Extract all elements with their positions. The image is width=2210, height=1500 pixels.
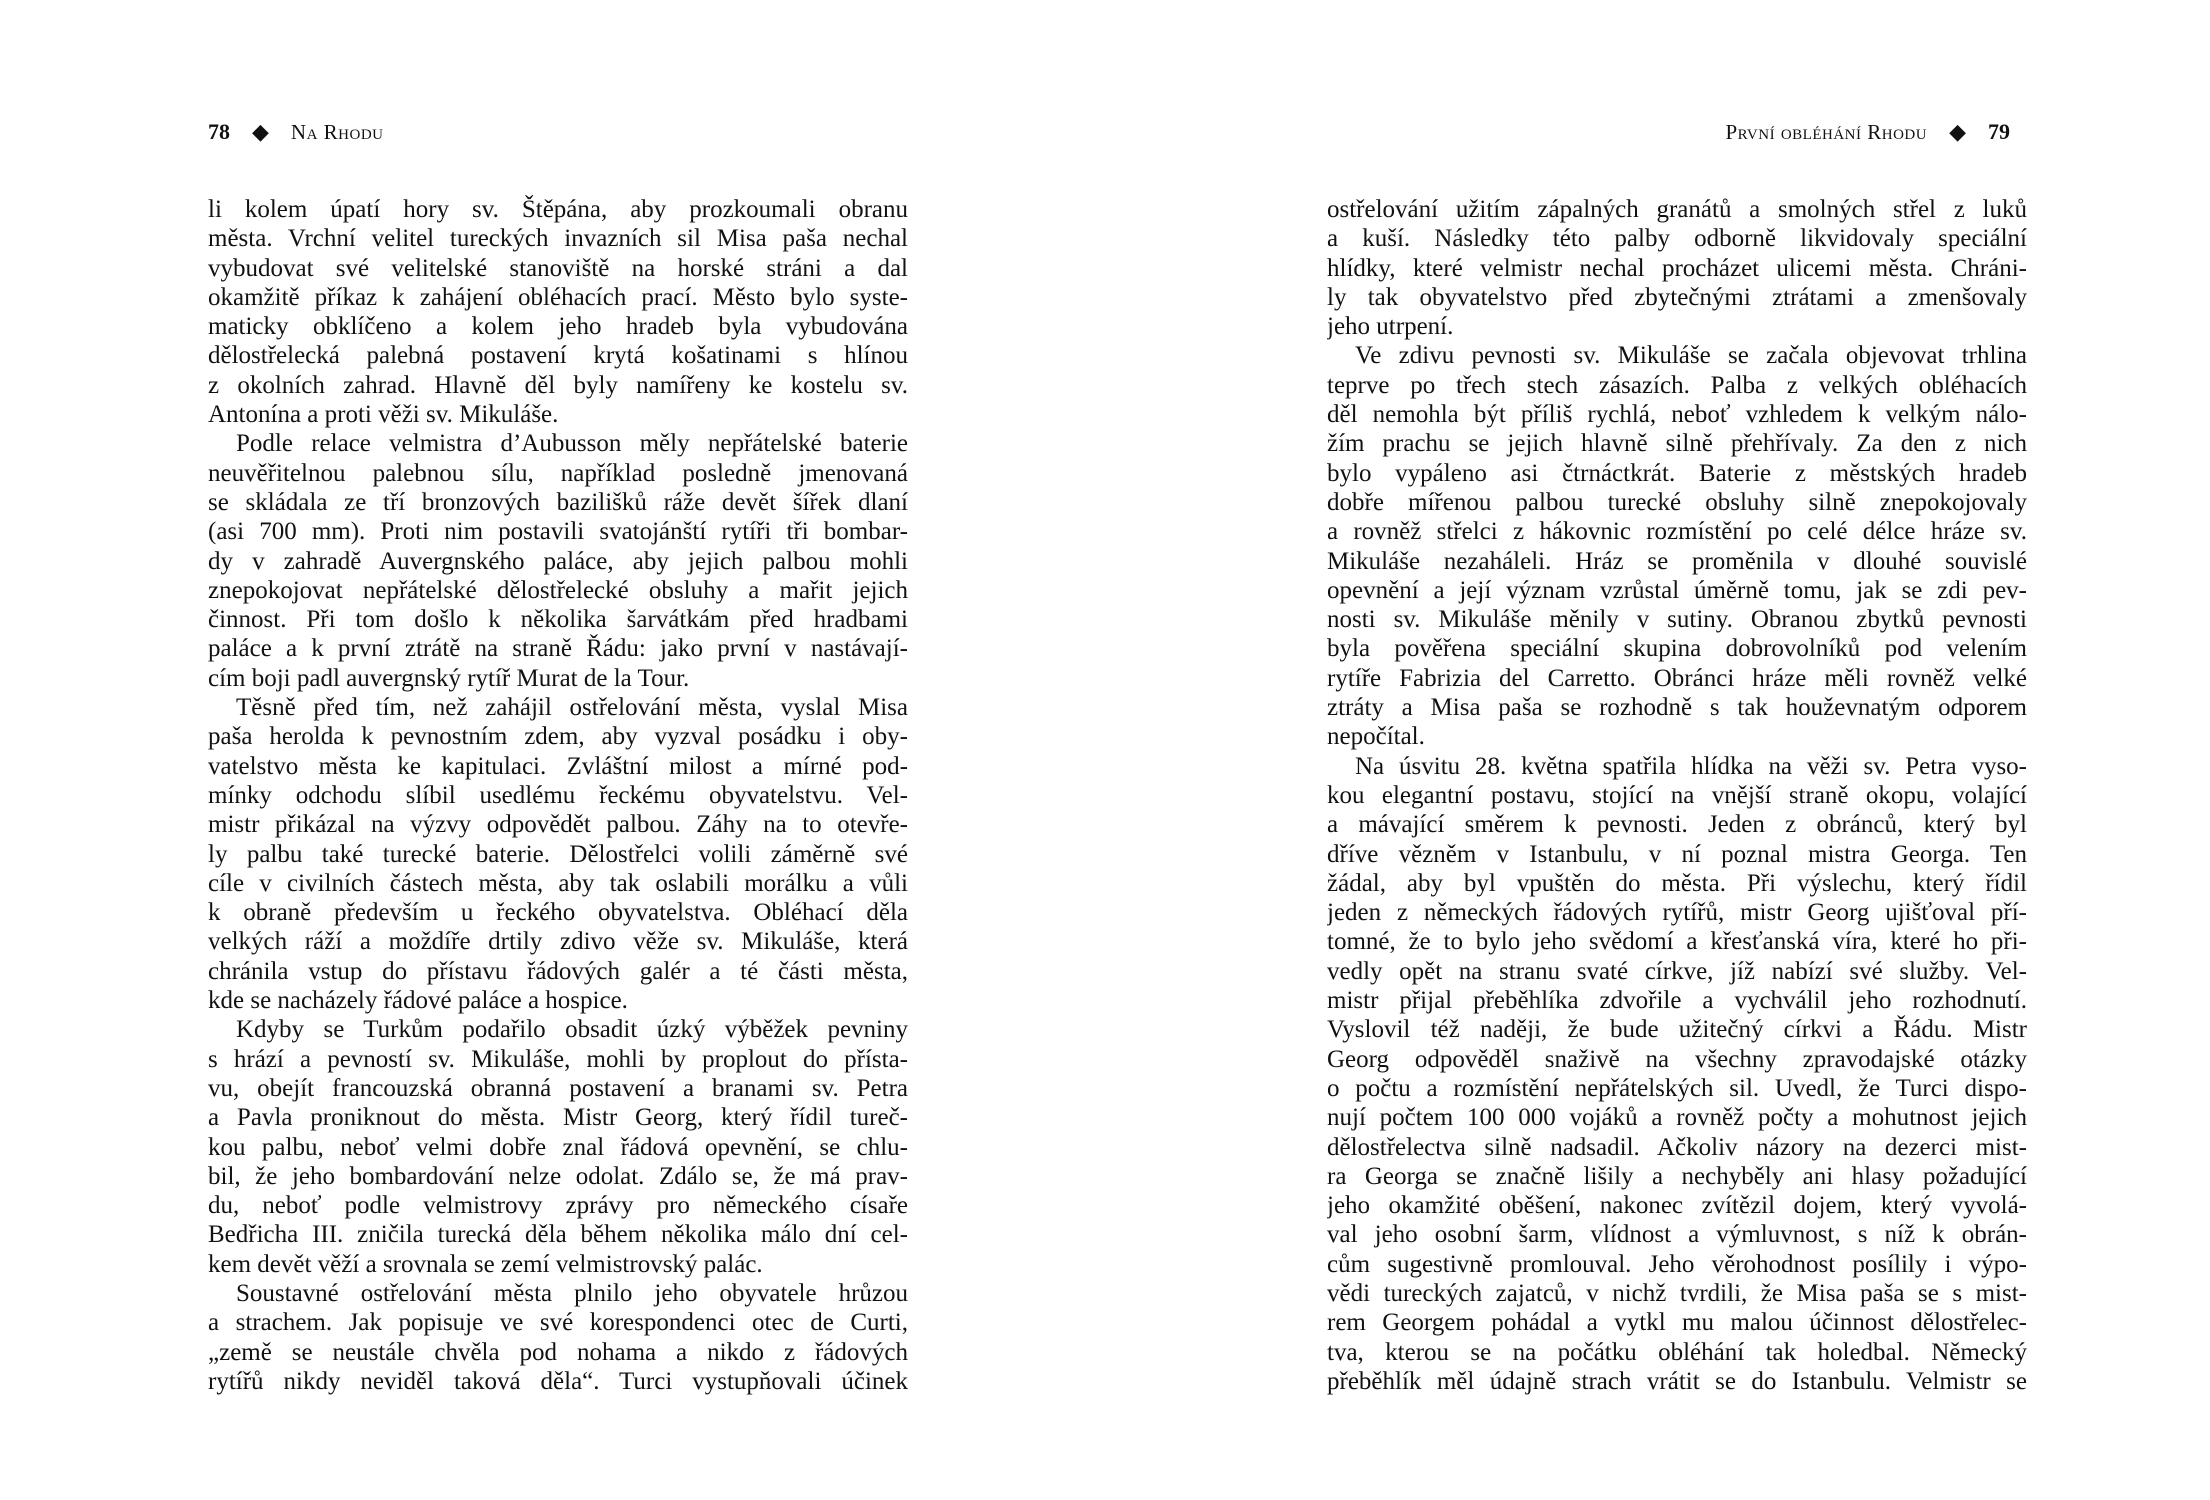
text-line: s hrází a pevností sv. Mikuláše, mohli by proplout do přísta- (208, 1045, 908, 1073)
left-running-title: Na Rhodu (290, 120, 384, 144)
text-line: okamžitě příkaz k zahájení obléhacích prací. Město bylo syste- (208, 283, 908, 311)
text-line: jeden z německých řádových rytířů, mistr Georg ujišťoval pří- (1327, 899, 2027, 927)
text-line: města. Vrchní velitel tureckých invazních sil Misa paša nechal (208, 225, 908, 253)
text-line: dy v zahradě Auvergnského paláce, aby jejich palbou mohli (208, 547, 908, 575)
text-line: Antonína a proti věži sv. Mikuláše. (208, 401, 559, 429)
text-line: žádal, aby byl vpuštěn do města. Při výslechu, který řídil (1327, 869, 2027, 897)
text-line: se skládala ze tří bronzových bazilišků ráže devět šířek dlaní (208, 488, 908, 516)
text-line: ly tak obyvatelstvo před zbytečnými ztrátami a zmenšovaly (1327, 283, 2027, 311)
text-line: opevnění a její význam vzrůstal úměrně tomu, jak se zdi pev- (1327, 576, 2027, 604)
text-line: a Pavla proniknout do města. Mistr Georg, který řídil tureč- (208, 1104, 908, 1132)
text-line: a rovněž střelci z hákovnic rozmístění po celé délce hráze sv. (1327, 518, 2027, 546)
text-line: (asi 700 mm). Proti nim postavili svatojánští rytíři tři bombar- (208, 518, 908, 546)
text-line: rytířů nikdy neviděl taková děla“. Turci vystupňovali účinek (208, 1367, 908, 1395)
text-line: bylo vypáleno asi čtrnáctkrát. Baterie z městských hradeb (1327, 459, 2027, 487)
text-line: mínky odchodu slíbil usedlému řeckému obyvatelstvu. Vel- (208, 781, 908, 809)
text-line: Mikuláše nezaháleli. Hráz se proměnila v dlouhé souvislé (1327, 547, 2027, 575)
text-line: velkých ráží a moždíře drtily zdivo věže sv. Mikuláše, která (208, 928, 908, 956)
left-body-text (208, 195, 908, 1396)
text-line: byla pověřena speciální skupina dobrovolníků pod velením (1327, 635, 2027, 663)
text-line: cíle v civilních částech města, aby tak oslabili morálku a vůli (208, 869, 908, 897)
text-line: ly palbu také turecké baterie. Dělostřelci volili záměrně své (208, 840, 908, 868)
text-line: kou elegantní postavu, stojící na vnější straně okopu, volající (1327, 781, 2027, 809)
text-line: vědi tureckých zajatců, v nichž tvrdili, že Misa paša se s mist- (1327, 1279, 2027, 1307)
diamond-icon: ◆ (1949, 119, 1966, 144)
text-line: Na úsvitu 28. května spatřila hlídka na věži sv. Petra vyso- (1355, 752, 2027, 780)
left-running-head (208, 118, 384, 146)
text-line: Georg odpověděl snaživě na všechny zpravodajské otázky (1327, 1045, 2027, 1073)
text-line: nosti sv. Mikuláše měnily v sutiny. Obranou zbytků pevnosti (1327, 606, 2027, 634)
text-line: neuvěřitelnou palebnou sílu, například posledně jmenovaná (208, 459, 908, 487)
text-line: tomné, že to bylo jeho svědomí a křesťanská víra, které ho při- (1327, 928, 2027, 956)
text-line: vu, obejít francouzská obranná postavení a branami sv. Petra (208, 1074, 908, 1102)
text-line: vatelstvo města ke kapitulaci. Zvláštní milost a mírné pod- (208, 752, 908, 780)
text-line: rem Georgem pohádal a vytkl mu malou účinnost dělostřelec- (1327, 1309, 2027, 1337)
text-line: vedly opět na stranu svaté církve, jíž nabízí své služby. Vel- (1327, 957, 2027, 985)
text-line: znepokojovat nepřátelské dělostřelecké obsluhy a mařit jejich (208, 576, 908, 604)
text-line: kde se nacházely řádové paláce a hospice. (208, 987, 628, 1015)
right-page-number: 79 (1988, 119, 2010, 144)
text-line: o počtu a rozmístění nepřátelských sil. Uvedl, že Turci dispo- (1327, 1074, 2027, 1102)
text-line: mistr přikázal na výzvy odpovědět palbou. Záhy na to otevře- (208, 811, 908, 839)
text-line: žím prachu se jejich hlavně silně přehřívaly. Za den z nich (1327, 430, 2027, 458)
text-line: hlídky, které velmistr nechal procházet ulicemi města. Chráni- (1327, 254, 2027, 282)
text-line: dříve vězněm v Istanbulu, v ní poznal mistra Georga. Ten (1327, 840, 2027, 868)
text-line: k obraně především u řeckého obyvatelstva. Obléhací děla (208, 899, 908, 927)
text-line: paláce a k první ztrátě na straně Řádu: jako první v nastávají- (208, 635, 908, 663)
text-line: ra Georga se značně lišily a nechyběly ani hlasy požadující (1327, 1162, 2027, 1190)
right-running-head (1725, 118, 2010, 146)
text-line: du, neboť podle velmistrovy zprávy pro německého císaře (208, 1192, 908, 1220)
text-line: činnost. Při tom došlo k několika šarvátkám před hradbami (208, 606, 908, 634)
text-line: jeho okamžité oběšení, nakonec zvítězil dojem, který vyvolá- (1327, 1192, 2027, 1220)
text-line: dobře mířenou palbou turecké obsluhy silně znepokojovaly (1327, 488, 2027, 516)
text-line: paša herolda k pevnostním zdem, aby vyzval posádku i oby- (208, 723, 908, 751)
right-page (1105, 0, 2210, 1500)
text-line: maticky obklíčeno a kolem jeho hradeb byla vybudována (208, 313, 908, 341)
text-line: nepočítal. (1327, 723, 1425, 751)
text-line: nují počtem 100 000 vojáků a rovněž počty a mohutnost jejich (1327, 1104, 2027, 1132)
text-line: cím boji padl auvergnský rytíř Murat de la Tour. (208, 664, 690, 692)
text-line: děl nemohla být příliš rychlá, neboť vzhledem k velkým nálo- (1327, 401, 2027, 429)
text-line: li kolem úpatí hory sv. Štěpána, aby prozkoumali obranu (208, 196, 908, 223)
text-line: a mávající směrem k pevnosti. Jeden z obránců, který byl (1327, 811, 2027, 839)
text-line: cům sugestivně promlouval. Jeho věrohodnost posílily i výpo- (1327, 1250, 2027, 1278)
text-line: kem devět věží a srovnala se zemí velmistrovský palác. (208, 1250, 763, 1278)
text-line: Vyslovil též naději, že bude užitečný církvi a Řádu. Mistr (1327, 1016, 2027, 1044)
text-line: bil, že jeho bombardování nelze odolat. Zdálo se, že má prav- (208, 1162, 908, 1190)
text-line: kou palbu, neboť velmi dobře znal řádová opevnění, se chlu- (208, 1133, 908, 1161)
text-line: teprve po třech stech zásazích. Palba z velkých obléhacích (1327, 371, 2027, 399)
text-line: Podle relace velmistra d’Aubusson měly nepřátelské baterie (236, 430, 908, 458)
text-line: Bedřicha III. zničila turecká děla během několika málo dní cel- (208, 1221, 908, 1249)
diamond-icon: ◆ (252, 119, 269, 144)
text-line: a strachem. Jak popisuje ve své korespondenci otec de Curti, (208, 1309, 908, 1337)
text-line: Kdyby se Turkům podařilo obsadit úzký výběžek pevniny (236, 1016, 908, 1044)
left-page-number: 78 (208, 119, 230, 144)
text-line: Ve zdivu pevnosti sv. Mikuláše se začala objevovat trhlina (1355, 342, 2027, 370)
text-line: z okolních zahrad. Hlavně děl byly namířeny ke kostelu sv. (208, 371, 908, 399)
text-line: ostřelování užitím zápalných granátů a smolných střel z luků (1327, 196, 2027, 223)
text-line: vybudovat své velitelské stanoviště na horské stráni a dal (208, 254, 908, 282)
right-body-text (1327, 195, 2027, 1396)
text-line: Soustavné ostřelování města plnilo jeho obyvatele hrůzou (236, 1279, 908, 1307)
text-line: „země se neustále chvěla pod nohama a nikdo z řádových (208, 1338, 908, 1366)
text-line: mistr přijal přeběhlíka zdvořile a vychválil jeho rozhodnutí. (1327, 987, 2027, 1015)
text-line: ztráty a Misa paša se rozhodně s tak houževnatým odporem (1327, 694, 2027, 722)
text-line: rytíře Fabrizia del Carretto. Obránci hráze měli rovněž velké (1327, 664, 2027, 692)
text-line: chránila vstup do přístavu řádových galér a té části města, (208, 957, 908, 985)
text-line: a kuší. Následky této palby odborně likvidovaly speciální (1327, 225, 2027, 253)
text-line: přeběhlík měl údajně strach vrátit se do Istanbulu. Velmistr se (1327, 1367, 2027, 1395)
text-line: tva, kterou se na počátku obléhání tak holedbal. Německý (1327, 1338, 2027, 1366)
text-line: dělostřelecká palebná postavení krytá košatinami s hlínou (208, 342, 908, 370)
text-line: val jeho osobní šarm, vlídnost a výmluvnost, s níž k obrán- (1327, 1221, 2027, 1249)
right-running-title: První obléhání Rhodu (1725, 120, 1928, 144)
text-line: jeho utrpení. (1327, 313, 1454, 341)
text-line: dělostřelectva silně nadsadil. Ačkoliv názory na dezerci mist- (1327, 1133, 2027, 1161)
text-line: Těsně před tím, než zahájil ostřelování města, vyslal Misa (236, 694, 908, 722)
